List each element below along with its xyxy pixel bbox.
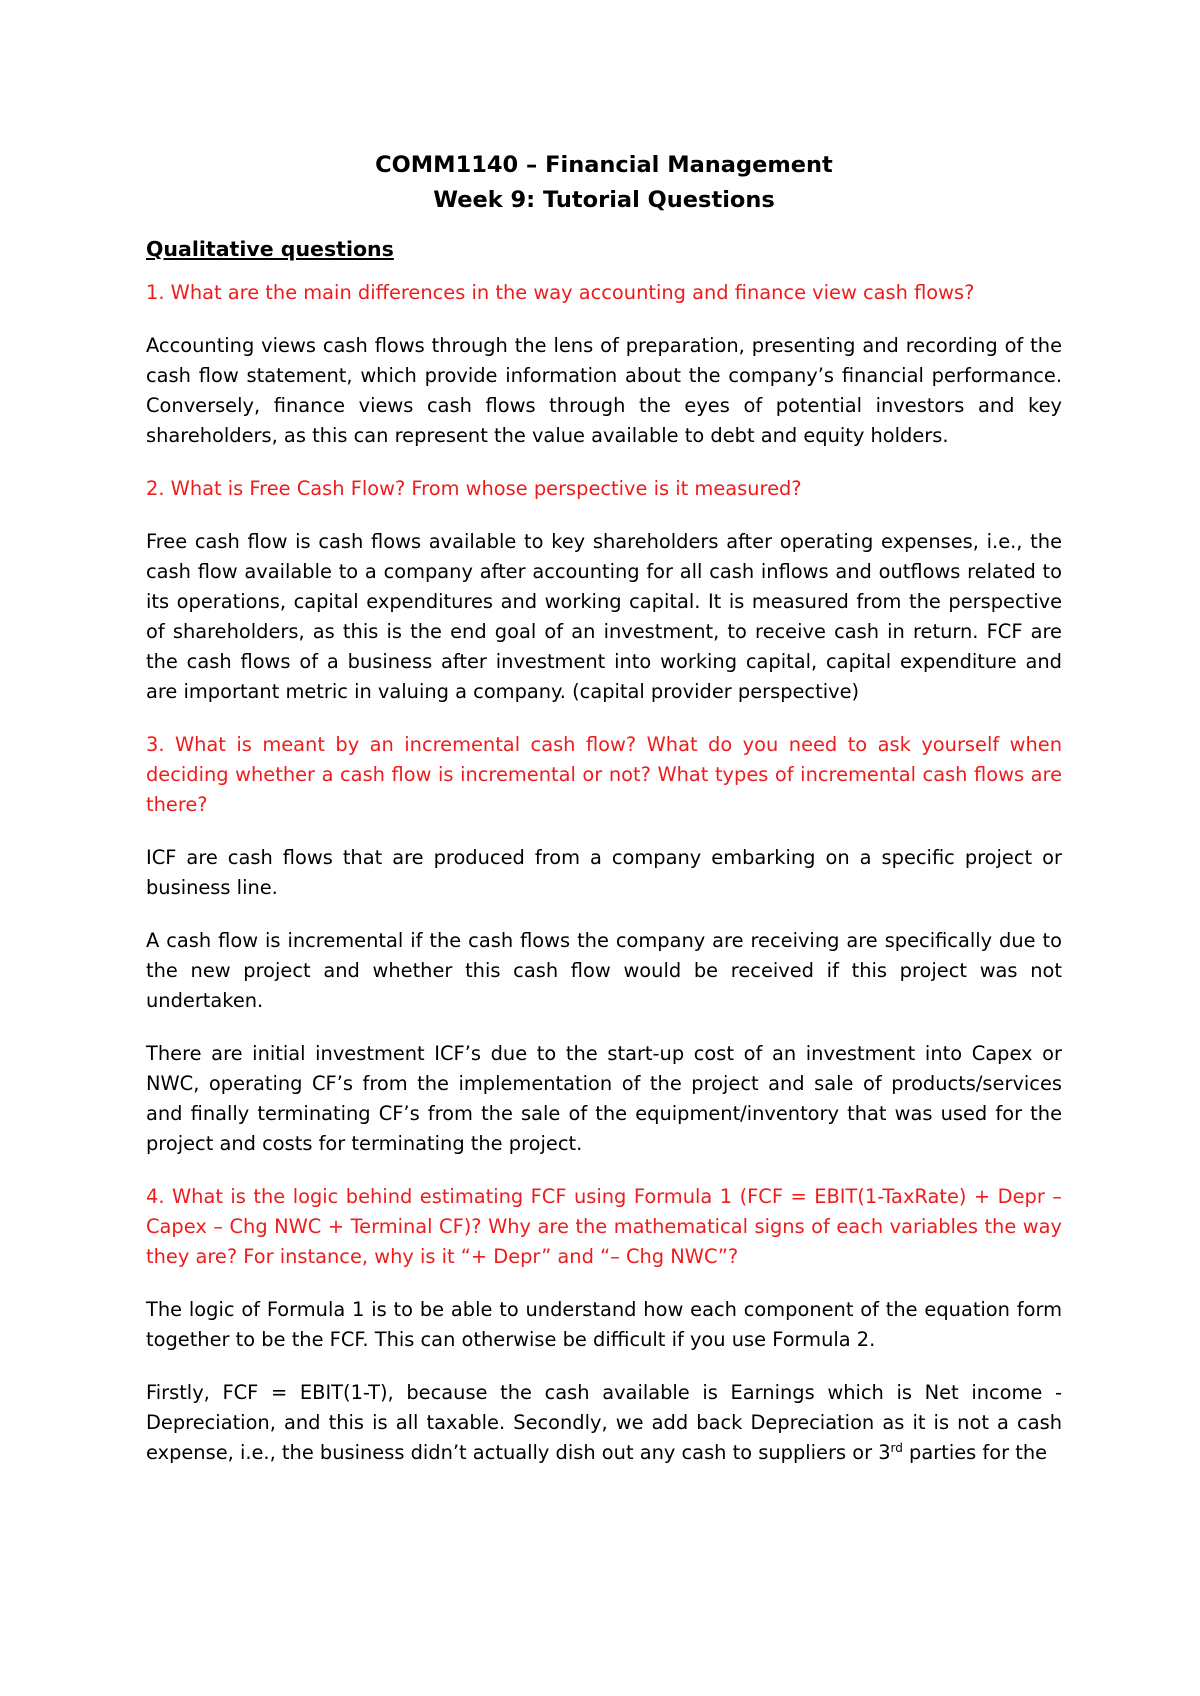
answer-3-paragraph-1: ICF are cash flows that are produced from a company embarking on a specific project or business line. (146, 846, 1062, 899)
answer-4-paragraph-1: The logic of Formula 1 is to be able to understand how each component of the equation form together to be the FCF. This can otherwise be difficult if you use Formula 2. (146, 1298, 1062, 1351)
answer-3-paragraph-3: There are initial investment ICF’s due to the start-up cost of an investment into Capex or NWC, operating CF’s from the implementation of the project and sale of products/services and finally terminating CF’s from the sale of the equipment/inventory that was used for the project and costs for terminating the project. (146, 1042, 1062, 1155)
question-4: 4. What is the logic behind estimating FCF using Formula 1 (FCF = EBIT(1-TaxRate) + Depr – Capex – Chg NWC + Terminal CF)? Why are the mathematical signs of each variables the way they are? For instance, why is it “+ Depr” and “– Chg NWC”? (146, 1185, 1062, 1268)
question-3: 3. What is meant by an incremental cash flow? What do you need to ask yourself when deciding whether a cash flow is incremental or not? What types of incremental cash flows are there? (146, 733, 1062, 816)
answer-4-text-part-1: Firstly, FCF = EBIT(1-T), because the cash available is Earnings which is Net income - Depreciation, and this is all taxable. Secondly, we add back Depreciation as it is not a cash expense, i.e., the business didn’t actually dish out any cash to suppliers or 3 (146, 1381, 1062, 1464)
answer-4-text-part-2: parties for the (902, 1441, 1048, 1464)
answer-2: Free cash flow is cash flows available to key shareholders after operating expenses, i.e., the cash flow available to a company after accounting for all cash inflows and outflows related to its operations, capital expenditures and working capital. It is measured from the perspective of shareholders, as this is the end goal of an investment, to receive cash in return. FCF are the cash flows of a business after investment into working capital, capital expenditure and are important metric in valuing a company. (capital provider perspective) (146, 530, 1062, 703)
question-2: 2. What is Free Cash Flow? From whose perspective is it measured? (146, 477, 802, 500)
ordinal-suffix: rd (890, 1441, 903, 1455)
answer-3-paragraph-2: A cash flow is incremental if the cash flows the company are receiving are specifically due to the new project and whether this cash flow would be received if this project was not undertaken. (146, 929, 1062, 1012)
answer-1: Accounting views cash flows through the lens of preparation, presenting and recording of the cash flow statement, which provide information about the company’s financial performance. Conversely, finance views cash flows through the eyes of potential investors and key shareholders, as this can represent the value available to debt and equity holders. (146, 334, 1062, 447)
question-1: 1. What are the main differences in the way accounting and finance view cash flows? (146, 281, 975, 304)
section-heading: Qualitative questions (146, 237, 394, 261)
document-subtitle: Week 9: Tutorial Questions (433, 187, 775, 213)
answer-4-paragraph-2 (146, 1378, 1062, 1468)
document-content (146, 148, 1062, 1491)
document-title: COMM1140 – Financial Management (375, 152, 833, 178)
